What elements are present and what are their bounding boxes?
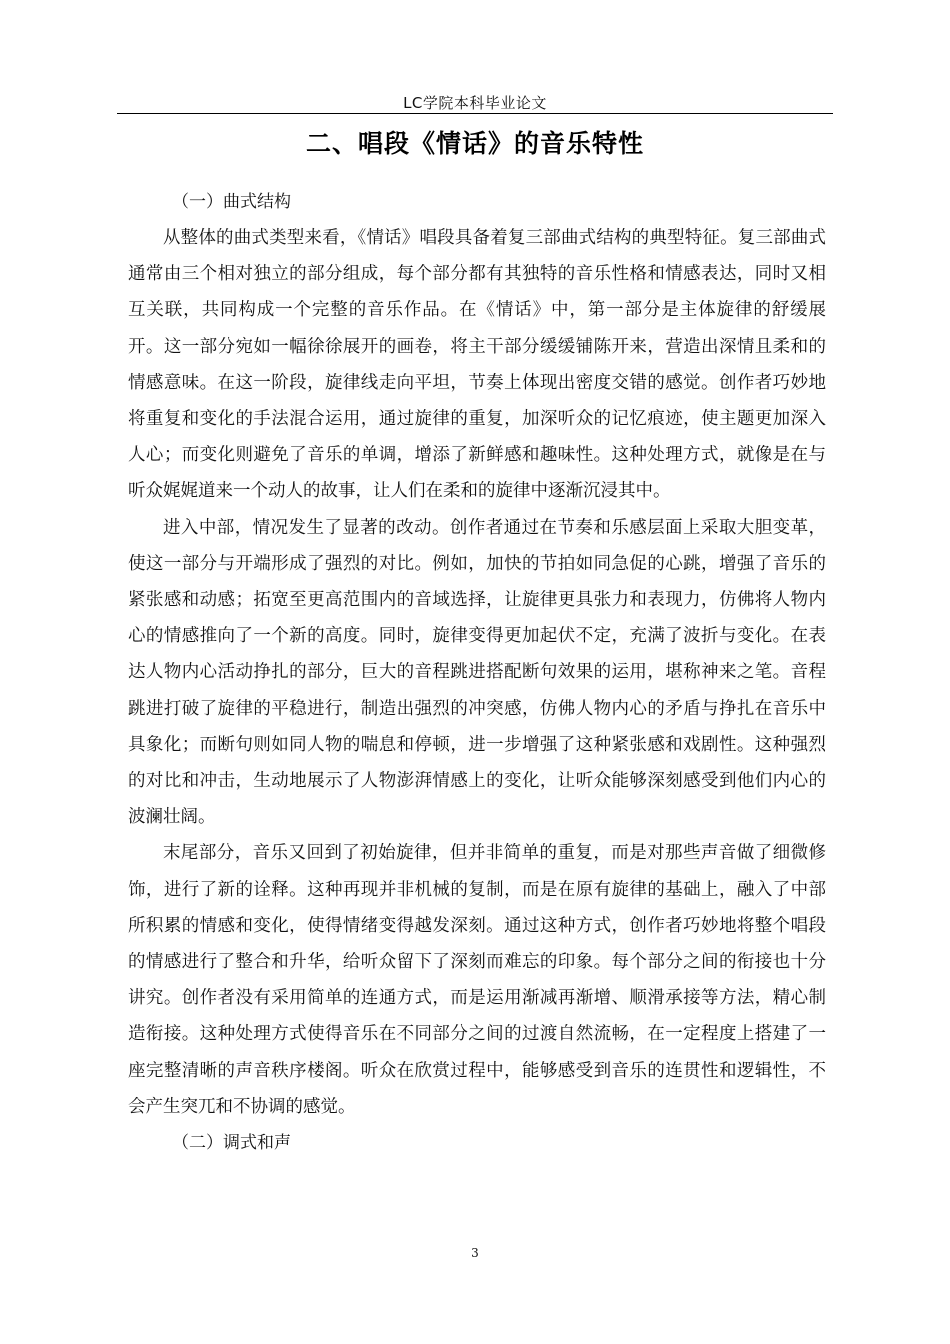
header-divider: [117, 113, 833, 114]
running-header: LC学院本科毕业论文: [403, 94, 547, 112]
body-paragraph: 从整体的曲式类型来看，《情话》唱段具备着复三部曲式结构的典型特征。复三部曲式通常由三个相对独立的部分组成，每个部分都有其独特的音乐性格和情感表达，同时又相互关联，共同构成一个完整的音乐作品。在《情话》中，第一部分是主体旋律的舒缓展开。这一部分宛如一幅徐徐展开的画卷，将主干部分缓缓铺陈开来，营造出深情且柔和的情感意味。在这一阶段，旋律线走向平坦，节奏上体现出密度交错的感觉。创作者巧妙地将重复和变化的手法混合运用，通过旋律的重复，加深听众的记忆痕迹，使主题更加深入人心；而变化则避免了音乐的单调，增添了新鲜感和趣味性。这种处理方式，就像是在与听众娓娓道来一个动人的故事，让人们在柔和的旋律中逐渐沉浸其中。: [128, 228, 826, 502]
page-number: 3: [471, 1246, 479, 1260]
body-paragraph: 进入中部，情况发生了显著的改动。创作者通过在节奏和乐感层面上采取大胆变革，使这一部分与开端形成了强烈的对比。例如，加快的节拍如同急促的心跳，增强了音乐的紧张感和动感；拓宽至更高范围内的音域选择，让旋律更具张力和表现力，仿佛将人物内心的情感推向了一个新的高度。同时，旋律变得更加起伏不定，充满了波折与变化。在表达人物内心活动挣扎的部分，巨大的音程跳进搭配断句效果的运用，堪称神来之笔。音程跳进打破了旋律的平稳进行，制造出强烈的冲突感，仿佛人物内心的矛盾与挣扎在音乐中具象化；而断句则如同人物的喘息和停顿，进一步增强了这种紧张感和戏剧性。这种强烈的对比和冲击，生动地展示了人物澎湃情感上的变化，让听众能够深刻感受到他们内心的波澜壮阔。: [128, 517, 826, 828]
body-content: [128, 184, 826, 1161]
body-paragraph: 末尾部分，音乐又回到了初始旋律，但并非简单的重复，而是对那些声音做了细微修饰，进行了新的诠释。这种再现并非机械的复制，而是在原有旋律的基础上，融入了中部所积累的情感和变化，使得情绪变得越发深刻。通过这种方式，创作者巧妙地将整个唱段的情感进行了整合和升华，给听众留下了深刻而难忘的印象。每个部分之间的衔接也十分讲究。创作者没有采用简单的连通方式，而是运用渐减再渐增、顺滑承接等方法，精心制造衔接。这种处理方式使得音乐在不同部分之间的过渡自然流畅，在一定程度上搭建了一座完整清晰的声音秩序楼阁。听众在欣赏过程中，能够感受到音乐的连贯性和逻辑性，不会产生突兀和不协调的感觉。: [128, 843, 826, 1117]
section-heading-mode-harmony: （二）调式和声: [172, 1133, 291, 1154]
section-heading-structure: （一）曲式结构: [172, 192, 291, 212]
chapter-title: 二、唱段《情话》的音乐特性: [305, 129, 644, 158]
